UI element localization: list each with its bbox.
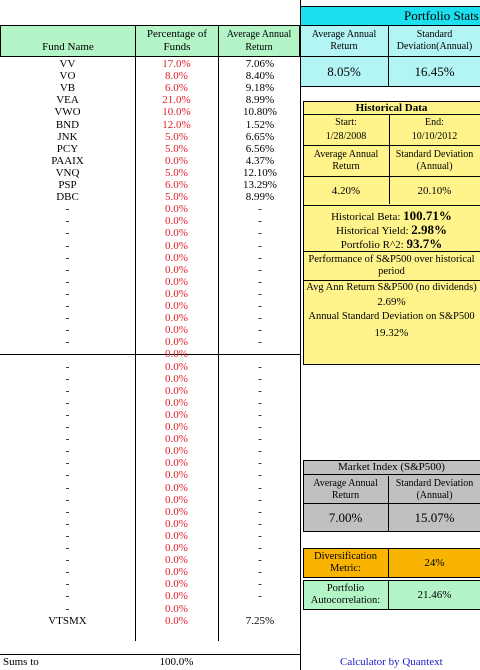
fund-percentage-cell[interactable]: 0.0%: [165, 300, 188, 312]
fund-name-cell[interactable]: -: [65, 469, 70, 481]
fund-percentage-cell[interactable]: 0.0%: [165, 203, 188, 215]
fund-percentage-cell[interactable]: 0.0%: [165, 155, 188, 167]
historical-divider: [303, 205, 480, 206]
fund-name-cell[interactable]: -: [65, 385, 70, 397]
fund-percentage-cell[interactable]: 6.0%: [165, 179, 188, 191]
end-date: 10/10/2012: [411, 131, 458, 142]
r2-label: Portfolio R^2:: [340, 239, 404, 251]
sp500-std-label: Annual Standard Deviation on S&P500: [308, 311, 475, 322]
fund-return-cell: -: [258, 361, 262, 373]
fund-percentage-cell[interactable]: 0.0%: [165, 421, 188, 433]
fund-return-cell: -: [258, 421, 262, 433]
sp500-std-value: 19.32%: [374, 327, 409, 339]
fund-return-cell: -: [258, 215, 262, 227]
historical-divider: [303, 251, 480, 252]
fund-percentage-cell[interactable]: 0.0%: [165, 373, 188, 385]
fund-name-cell[interactable]: -: [65, 312, 70, 324]
fund-name-cell[interactable]: VTSMX: [48, 615, 87, 627]
fund-return-cell: -: [258, 300, 262, 312]
fund-name-cell[interactable]: -: [65, 578, 70, 590]
fund-return-cell: 10.80%: [243, 106, 277, 118]
fund-percentage-cell[interactable]: 0.0%: [165, 397, 188, 409]
diversification-value: 24%: [424, 557, 445, 569]
fund-percentage-cell[interactable]: 0.0%: [165, 603, 188, 615]
historical-divider: [303, 145, 480, 146]
fund-return-cell: 12.10%: [243, 167, 277, 179]
fund-percentage-cell[interactable]: 0.0%: [165, 264, 188, 276]
fund-return-cell: -: [258, 252, 262, 264]
fund-return-cell: -: [258, 518, 262, 530]
diversification-label: Diversification Metric:: [303, 548, 389, 578]
fund-return-cell: [218, 603, 302, 615]
fund-percentage-cell[interactable]: 0.0%: [165, 445, 188, 457]
fund-percentage-cell[interactable]: 0.0%: [165, 361, 188, 373]
fund-return-cell: -: [258, 203, 262, 215]
fund-name-cell[interactable]: -: [65, 421, 70, 433]
fund-percentage-cell[interactable]: 0.0%: [165, 566, 188, 578]
fund-return-cell: 4.37%: [245, 155, 275, 167]
fund-name-cell[interactable]: VO: [59, 70, 76, 82]
fund-name-cell[interactable]: PAAIX: [51, 155, 84, 167]
header-avg-return: Average Annual Return: [218, 25, 300, 57]
fund-return-cell: 7.25%: [245, 615, 275, 627]
fund-percentage-cell[interactable]: 0.0%: [165, 482, 188, 494]
fund-return-cell: -: [258, 276, 262, 288]
sums-label: Sums to: [3, 656, 39, 668]
beta-label: Historical Beta:: [331, 211, 401, 223]
historical-data-title: Historical Data: [303, 101, 480, 115]
fund-name-cell[interactable]: -: [65, 494, 70, 506]
beta-value: 100.71%: [403, 208, 452, 223]
fund-return-cell: 13.29%: [243, 179, 277, 191]
fund-return-cell: -: [258, 227, 262, 239]
fund-percentage-cell[interactable]: 0.0%: [165, 590, 188, 602]
fund-name-cell[interactable]: VWO: [54, 106, 81, 118]
fund-name-cell[interactable]: -: [65, 506, 70, 518]
fund-name-cell[interactable]: PSP: [58, 179, 77, 191]
fund-return-cell: -: [258, 482, 262, 494]
fund-return-cell: -: [258, 578, 262, 590]
fund-return-cell: 9.18%: [245, 82, 275, 94]
fund-name-cell[interactable]: VEA: [56, 94, 79, 106]
fund-name-cell[interactable]: -: [65, 457, 70, 469]
fund-percentage-cell[interactable]: 0.0%: [165, 227, 188, 239]
sums-divider: [0, 654, 300, 655]
fund-percentage-cell[interactable]: 0.0%: [165, 518, 188, 530]
fund-return-cell: -: [258, 373, 262, 385]
fund-percentage-cell[interactable]: 0.0%: [165, 433, 188, 445]
fund-return-cell: -: [258, 288, 262, 300]
fund-return-cell: -: [258, 506, 262, 518]
fund-percentage-cell[interactable]: 5.0%: [165, 131, 188, 143]
fund-name-cell[interactable]: -: [65, 530, 70, 542]
fund-name-cell[interactable]: -: [65, 324, 70, 336]
fund-percentage-cell[interactable]: 0.0%: [165, 324, 188, 336]
fund-percentage-cell[interactable]: 21.0%: [162, 94, 191, 106]
fund-percentage-cell[interactable]: 17.0%: [162, 58, 191, 70]
fund-return-cell: -: [258, 312, 262, 324]
fund-name-cell[interactable]: -: [65, 445, 70, 457]
fund-return-cell: -: [258, 433, 262, 445]
fund-percentage-cell[interactable]: 0.0%: [165, 506, 188, 518]
fund-name-cell[interactable]: -: [65, 373, 70, 385]
fund-return-cell: -: [258, 566, 262, 578]
fund-name-cell[interactable]: -: [65, 227, 70, 239]
fund-return-cell: -: [258, 554, 262, 566]
fund-name-cell[interactable]: -: [65, 518, 70, 530]
fund-percentage-cell[interactable]: 0.0%: [165, 409, 188, 421]
fund-return-cell: 7.06%: [245, 58, 275, 70]
fund-name-cell[interactable]: -: [65, 288, 70, 300]
fund-percentage-cell[interactable]: 0.0%: [165, 336, 188, 348]
header-fund-name: Fund Name: [0, 25, 136, 57]
historical-std-value: 20.10%: [417, 184, 452, 197]
fund-name-cell[interactable]: -: [65, 240, 70, 252]
fund-percentage-cell[interactable]: 0.0%: [165, 542, 188, 554]
fund-name-cell[interactable]: VB: [59, 82, 76, 94]
market-avg-value: 7.00%: [303, 504, 389, 532]
fund-return-cell: -: [258, 457, 262, 469]
fund-name-cell[interactable]: -: [65, 264, 70, 276]
sp500-avg-label: Avg Ann Return S&P500 (no dividends): [306, 282, 477, 293]
end-label: End:: [425, 117, 444, 128]
fund-name-cell[interactable]: -: [65, 566, 70, 578]
market-avg-label: Average Annual Return: [303, 476, 389, 504]
fund-percentage-cell[interactable]: 0.0%: [165, 469, 188, 481]
fund-percentage-cell[interactable]: 0.0%: [165, 554, 188, 566]
fund-return-cell: -: [258, 494, 262, 506]
fund-name-cell[interactable]: -: [65, 409, 70, 421]
r2-value: 93.7%: [406, 236, 443, 251]
fund-return-cell: -: [258, 445, 262, 457]
fund-name-cell[interactable]: -: [65, 276, 70, 288]
fund-name-cell[interactable]: BND: [55, 119, 80, 131]
fund-return-cell: -: [258, 530, 262, 542]
historical-avg-value: 4.20%: [331, 184, 361, 197]
fund-percentage-cell[interactable]: 0.0%: [165, 312, 188, 324]
portfolio-stats-title: Portfolio Stats: [404, 8, 479, 23]
fund-return-cell: 8.40%: [245, 70, 275, 82]
fund-percentage-cell[interactable]: 0.0%: [165, 215, 188, 227]
portfolio-std-label: Standard Deviation(Annual): [389, 26, 480, 57]
fund-percentage-cell[interactable]: 5.0%: [165, 191, 188, 203]
fund-return-cell: -: [258, 264, 262, 276]
fund-return-cell: -: [258, 590, 262, 602]
fund-percentage-cell[interactable]: 0.0%: [165, 276, 188, 288]
fund-percentage-cell[interactable]: 0.0%: [165, 252, 188, 264]
fund-return-cell: 6.65%: [245, 131, 275, 143]
fund-name-cell[interactable]: -: [65, 397, 70, 409]
fund-return-cell: -: [258, 542, 262, 554]
fund-percentage-cell[interactable]: 0.0%: [165, 494, 188, 506]
fund-percentage-cell[interactable]: 0.0%: [165, 578, 188, 590]
fund-return-cell: -: [258, 397, 262, 409]
fund-percentage-cell[interactable]: 0.0%: [165, 240, 188, 252]
header-percentage: Percentage of Funds: [135, 25, 219, 57]
fund-percentage-cell[interactable]: 0.0%: [165, 457, 188, 469]
fund-return-cell: -: [258, 469, 262, 481]
fund-return-cell: -: [258, 409, 262, 421]
fund-name-cell[interactable]: -: [65, 590, 70, 602]
fund-name-cell[interactable]: -: [65, 433, 70, 445]
fund-return-cell: 8.99%: [245, 191, 275, 203]
market-std-value: 15.07%: [414, 510, 455, 525]
fund-return-cell: -: [258, 348, 262, 360]
sp500-avg-value: 2.69%: [377, 296, 406, 308]
historical-std-label: Standard Deviation (Annual): [395, 149, 474, 172]
portfolio-std-value: 16.45%: [414, 64, 455, 79]
yield-label: Historical Yield:: [335, 225, 409, 237]
fund-return-cell: -: [258, 240, 262, 252]
fund-percentage-cell[interactable]: 5.0%: [165, 143, 188, 155]
market-std-label: Standard Deviation (Annual): [389, 476, 480, 504]
historical-avg-label: Average Annual Return: [313, 149, 379, 172]
fund-name-cell[interactable]: -: [65, 554, 70, 566]
fund-name-cell[interactable]: -: [65, 203, 70, 215]
start-label: Start:: [335, 117, 357, 128]
fund-name-cell[interactable]: -: [65, 542, 70, 554]
fund-percentage-cell[interactable]: 8.0%: [165, 70, 188, 82]
fund-percentage-cell[interactable]: 10.0%: [162, 106, 191, 118]
fund-name-cell[interactable]: PCY: [56, 143, 79, 155]
fund-percentage-cell[interactable]: 0.0%: [165, 385, 188, 397]
fund-return-cell: 1.52%: [245, 119, 275, 131]
fund-name-cell[interactable]: -: [65, 300, 70, 312]
historical-r2-row: [303, 236, 480, 252]
fund-return-cell: -: [258, 385, 262, 397]
fund-return-cell: 6.56%: [245, 143, 275, 155]
autocorrelation-value: 21.46%: [417, 589, 452, 601]
credit-link[interactable]: Calculator by Quantext: [340, 656, 443, 668]
fund-percentage-cell[interactable]: 6.0%: [165, 82, 188, 94]
fund-name-cell[interactable]: -: [65, 336, 70, 348]
sums-value: 100.0%: [159, 656, 194, 668]
fund-name-cell[interactable]: -: [65, 482, 70, 494]
fund-return-cell: -: [258, 324, 262, 336]
autocorrelation-label: Portfolio Autocorrelation:: [303, 580, 389, 610]
fund-name-cell[interactable]: -: [65, 361, 70, 373]
fund-return-cell: -: [258, 336, 262, 348]
fund-percentage-cell[interactable]: 0.0%: [165, 615, 188, 627]
fund-return-cell: 8.99%: [245, 94, 275, 106]
fund-name-cell[interactable]: VNQ: [55, 167, 80, 179]
portfolio-avg-value: 8.05%: [300, 57, 389, 87]
fund-percentage-cell[interactable]: 5.0%: [165, 167, 188, 179]
fund-name-cell[interactable]: DBC: [56, 191, 79, 203]
market-index-title: Market Index (S&P500): [303, 460, 480, 475]
fund-name-cell[interactable]: VV: [59, 58, 76, 70]
fund-name-cell[interactable]: -: [65, 348, 70, 360]
sp500-performance-title: Performance of S&P500 over historical period: [308, 254, 475, 277]
fund-name-cell[interactable]: -: [65, 603, 70, 615]
fund-name-cell[interactable]: -: [65, 215, 70, 227]
portfolio-avg-label: Average Annual Return: [300, 26, 389, 57]
fund-percentage-cell[interactable]: 0.0%: [165, 288, 188, 300]
fund-percentage-cell[interactable]: 0.0%: [165, 530, 188, 542]
fund-name-cell[interactable]: -: [65, 252, 70, 264]
yield-value: 2.98%: [411, 222, 448, 237]
fund-name-cell[interactable]: JNK: [57, 131, 78, 143]
fund-percentage-cell[interactable]: 12.0%: [162, 119, 191, 131]
fund-percentage-cell[interactable]: 0.0%: [165, 348, 188, 360]
start-date: 1/28/2008: [325, 131, 367, 142]
